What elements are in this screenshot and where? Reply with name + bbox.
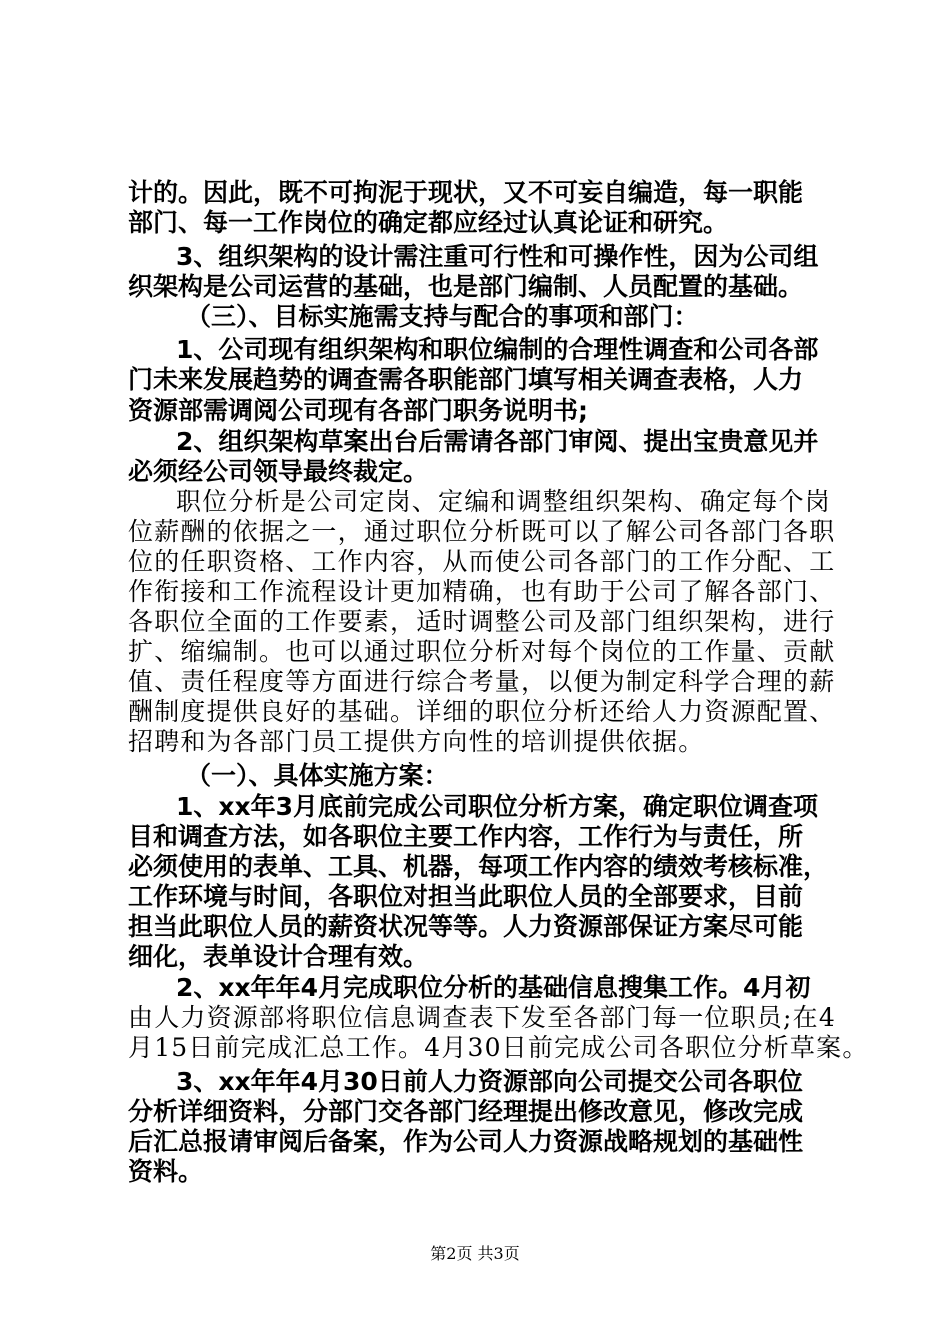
text-line: 目和调查方法，如各职位主要工作内容，工作行为与责任，所 [128,822,804,851]
text-line: 门未来发展趋势的调查需各职能部门填写相关调查表格，人力 [128,365,804,394]
text-line: 由人力资源部将职位信息调查表下发至各部门每一位职员;在4 [128,1003,836,1032]
text-line: 酬制度提供良好的基础。详细的职位分析还给人力资源配置、 [128,697,836,726]
text-line: 职位分析是公司定岗、定编和调整组织架构、确定每个岗 [176,487,832,516]
text-line: 值、责任程度等方面进行综合考量，以便为制定科学合理的薪 [128,667,836,696]
text-line: 计的。因此，既不可拘泥于现状，又不可妄自编造，每一职能 [128,178,804,207]
text-line: 必须使用的表单、工具、机器，每项工作内容的绩效考核标准， [128,852,829,881]
text-line: 位薪酬的依据之一，通过职位分析既可以了解公司各部门各职 [128,517,836,546]
text-line: 各职位全面的工作要素，适时调整公司及部门组织架构，进行 [128,607,836,636]
text-line: 位的任职资格、工作内容，从而使公司各部门的工作分配、工 [128,547,836,576]
text-line: 织架构是公司运营的基础，也是部门编制、人员配置的基础。 [128,272,804,301]
section-heading: （三）、目标实施需支持与配合的事项和部门： [186,302,699,331]
text-line: 必须经公司领导最终裁定。 [128,457,429,486]
text-line: 资料。 [128,1157,204,1186]
text-line: 2、组织架构草案出台后需请各部门审阅、提出宝贵意见并 [176,427,819,456]
text-line: 后汇总报请审阅后备案，作为公司人力资源战略规划的基础性 [128,1127,804,1156]
text-line: 月15日前完成汇总工作。4月30日前完成公司各职位分析草案。 [128,1033,869,1062]
text-line: 担当此职位人员的薪资状况等等。人力资源部保证方案尽可能 [128,912,804,941]
text-line: 2、xx年年4月完成职位分析的基础信息搜集工作。4月初 [176,973,811,1002]
text-line: 招聘和为各部门员工提供方向性的培训提供依据。 [128,727,705,756]
text-line: 1、xx年3月底前完成公司职位分析方案，确定职位调查项 [176,792,819,821]
text-line: 部门、每一工作岗位的确定都应经过认真论证和研究。 [128,208,729,237]
text-line: 作衔接和工作流程设计更加精确，也有助于公司了解各部门、 [128,577,836,606]
text-line: 资源部需调阅公司现有各部门职务说明书; [128,396,588,425]
page-footer: 第2页 共3页 [430,1244,520,1263]
text-line: 工作环境与时间，各职位对担当此职位人员的全部要求，目前 [128,882,804,911]
text-line: 细化，表单设计合理有效。 [128,942,429,971]
text-line: 1、公司现有组织架构和职位编制的合理性调查和公司各部 [176,335,819,364]
text-line: 3、组织架构的设计需注重可行性和可操作性，因为公司组 [176,242,819,271]
text-line: 分析详细资料，分部门交各部门经理提出修改意见，修改完成 [128,1097,804,1126]
text-line: 3、xx年年4月30日前人力资源部向公司提交公司各职位 [176,1067,803,1096]
text-line: 扩、缩编制。也可以通过职位分析对每个岗位的工作量、贡献 [128,637,836,666]
section-heading: （一）、具体实施方案： [186,761,449,790]
